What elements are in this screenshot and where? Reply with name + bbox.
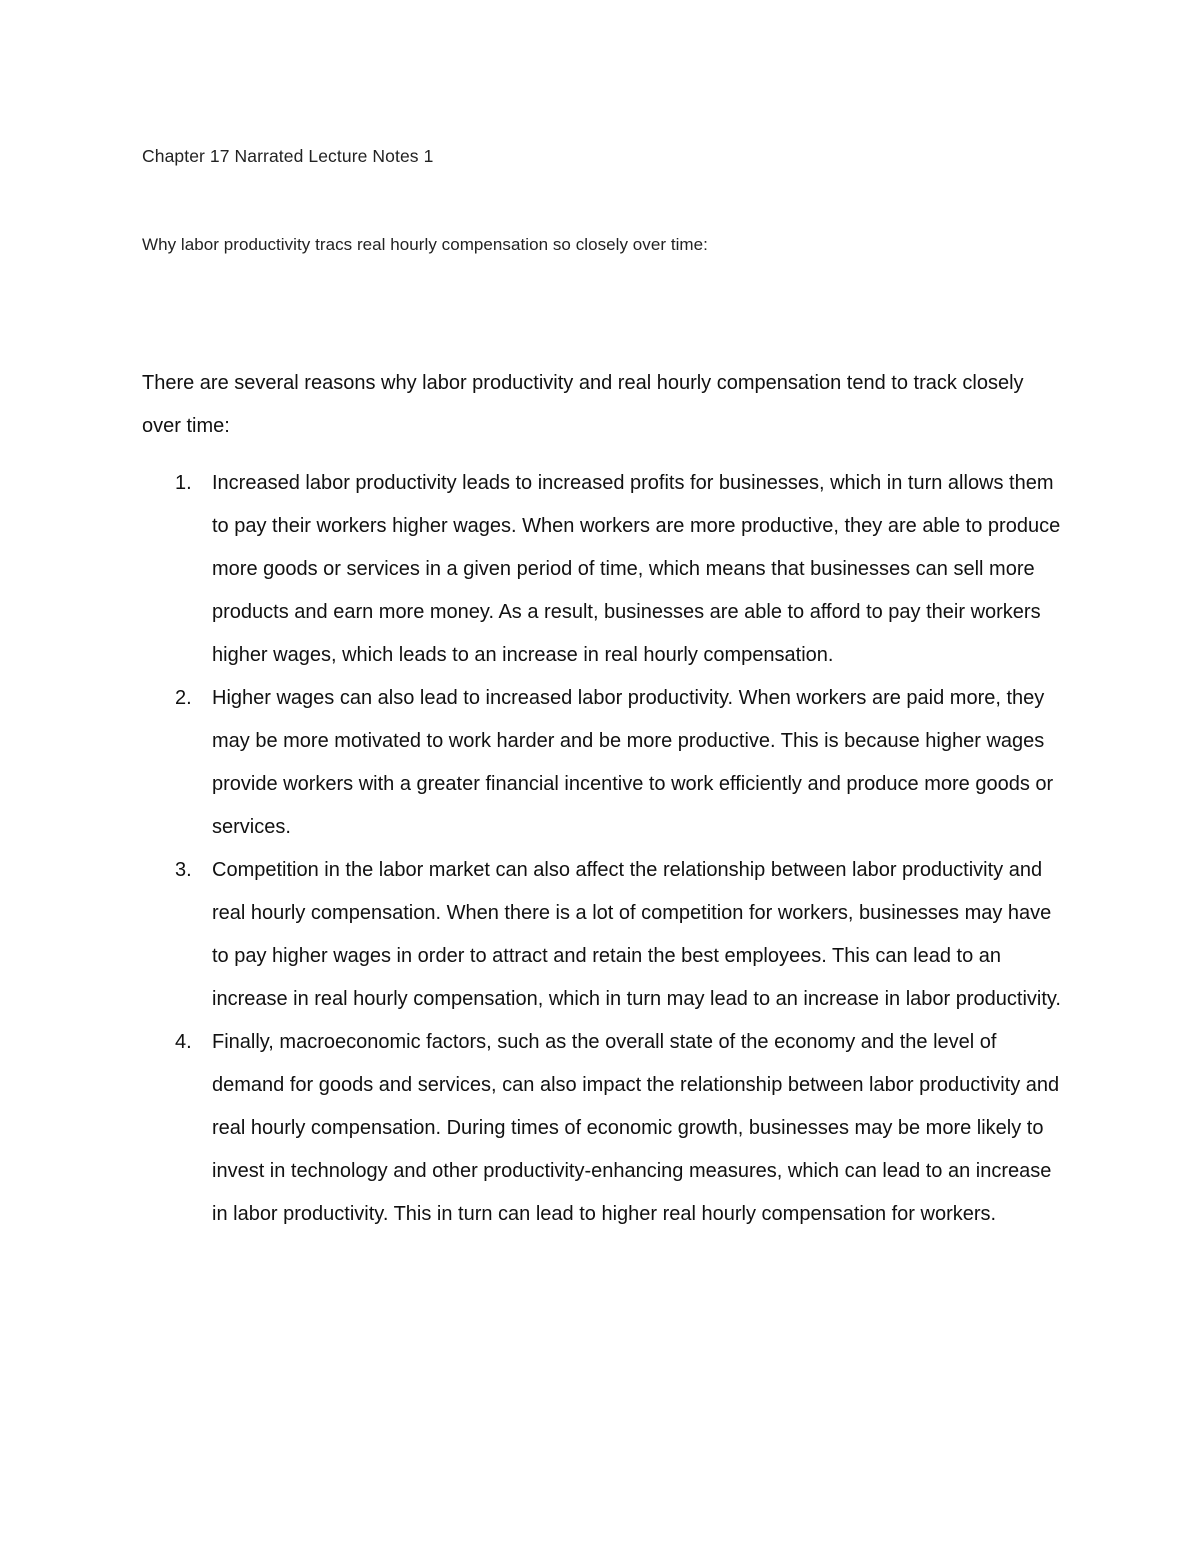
list-item [142,462,1072,677]
list-item-text: Higher wages can also lead to increased labor productivity. When workers are paid more, they may be more motivated to work harder and be more productive. This is because higher wages provide workers with a greater financial incentive to work efficiently and produce more goods or services. [212,687,1054,838]
document-title: Chapter 17 Narrated Lecture Notes 1 [142,146,434,166]
list-item-number: 3. [175,859,192,881]
document-subtitle: Why labor productivity tracs real hourly compensation so closely over time: [142,235,708,254]
list-item-text: Competition in the labor market can also affect the relationship between labor productivity and real hourly compensation. When there is a lot of competition for workers, businesses may have to pay higher wages in order to attract and retain the best employees. This can lead to an increase in real hourly compensation, which in turn may lead to an increase in labor productivity. [212,859,1061,1010]
list-item-text: Finally, macroeconomic factors, such as the overall state of the economy and the level of demand for goods and services, can also impact the relationship between labor productivity and real hourly compensation. During times of economic growth, businesses may be more likely to invest in technology and other productivity-enhancing measures, which can lead to an increase in labor productivity. This in turn can lead to higher real hourly compensation for workers. [212,1031,1060,1225]
list-item-number: 4. [175,1031,192,1053]
reasons-list [142,462,1072,1236]
list-item [142,849,1072,1021]
list-item [142,1021,1072,1236]
list-item-text: Increased labor productivity leads to increased profits for businesses, which in turn allows them to pay their workers higher wages. When workers are more productive, they are able to produce more goods or services in a given period of time, which means that businesses can sell more products and earn more money. As a result, businesses are able to afford to pay their workers higher wages, which leads to an increase in real hourly compensation. [212,472,1061,666]
list-item [142,677,1072,849]
list-item-number: 2. [175,687,192,709]
list-item-number: 1. [175,472,192,494]
intro-paragraph: There are several reasons why labor productivity and real hourly compensation tend to track closely over time: [142,372,1024,437]
